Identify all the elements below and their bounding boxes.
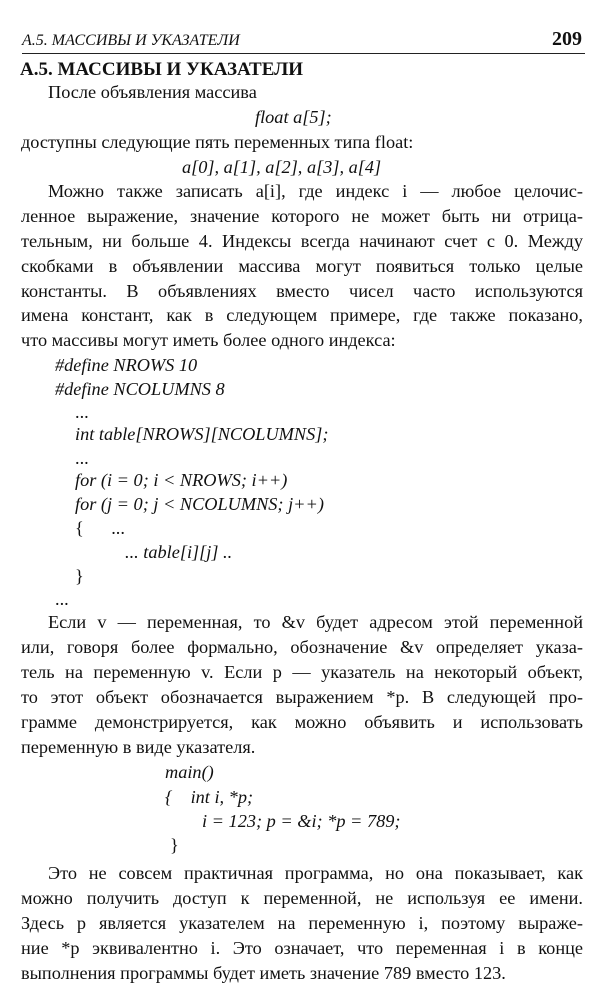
text-line: Здесь p является указателем на переменную i, поэтому выраже- — [21, 913, 583, 933]
text-line: Если v — переменная, то &v будет адресом этой переменной — [48, 612, 583, 632]
code-line: { ... — [75, 518, 125, 538]
code-line: } — [75, 566, 84, 586]
text-line: Это не совсем практичная программа, но она показывает, как — [48, 863, 583, 883]
text-line: то этот объект обозначается выражением *p. В следующей про- — [21, 687, 583, 707]
page-number: 209 — [552, 28, 582, 50]
code-line: int table[NROWS][NCOLUMNS]; — [75, 424, 329, 444]
code-line: ... — [75, 402, 89, 422]
code-line: ... — [75, 448, 89, 468]
text-line: доступны следующие пять переменных типа float: — [21, 132, 414, 152]
text-line: грамме демонстрируется, как можно объявить и использовать — [21, 712, 583, 732]
text-line: Можно также записать a[i], где индекс i — любое целочис- — [48, 181, 583, 201]
code-line: { int i, *p; — [165, 787, 254, 807]
code-line: float a[5]; — [255, 107, 332, 127]
code-line: ... table[i][j] .. — [125, 542, 233, 562]
code-line: i = 123; p = &i; *p = 789; — [202, 811, 401, 831]
code-line: } — [170, 835, 179, 855]
header-rule — [22, 53, 585, 54]
code-line: a[0], a[1], a[2], a[3], a[4] — [182, 157, 382, 177]
code-line: main() — [165, 762, 214, 782]
text-line: что массивы могут иметь более одного индекса: — [21, 330, 396, 350]
text-line: или, говоря более формально, обозначение &v определяет указа- — [21, 637, 583, 657]
section-title: А.5. МАССИВЫ И УКАЗАТЕЛИ — [20, 59, 304, 80]
running-header — [22, 28, 582, 54]
code-line: #define NCOLUMNS 8 — [55, 379, 225, 399]
text-line: можно получить доступ к переменной, не используя ее имени. — [21, 888, 583, 908]
text-line: скобками в объявлении массива могут появиться только целые — [21, 256, 583, 276]
text-line: ленное выражение, значение которого не может быть ни отрица- — [21, 206, 583, 226]
text-line: После объявления массива — [48, 82, 257, 102]
text-line: ние *p эквивалентно i. Это означает, что переменная i в конце — [21, 938, 583, 958]
code-line: ... — [55, 589, 69, 609]
text-line: имена констант, как в следующем примере, где также показано, — [21, 305, 583, 325]
text-line: выполнения программы будет иметь значение 789 вместо 123. — [21, 963, 506, 983]
code-line: #define NROWS 10 — [55, 355, 198, 375]
text-line: переменную в виде указателя. — [21, 737, 256, 757]
text-line: тель на переменную v. Если p — указатель на некоторый объект, — [21, 662, 583, 682]
text-line: константы. В объявлениях вместо чисел часто используются — [21, 281, 583, 301]
text-line: тельным, ни больше 4. Индексы всегда начинают счет с 0. Между — [21, 231, 583, 251]
code-line: for (i = 0; i < NROWS; i++) — [75, 470, 288, 490]
running-title: А.5. МАССИВЫ И УКАЗАТЕЛИ — [22, 32, 240, 49]
code-line: for (j = 0; j < NCOLUMNS; j++) — [75, 494, 324, 514]
